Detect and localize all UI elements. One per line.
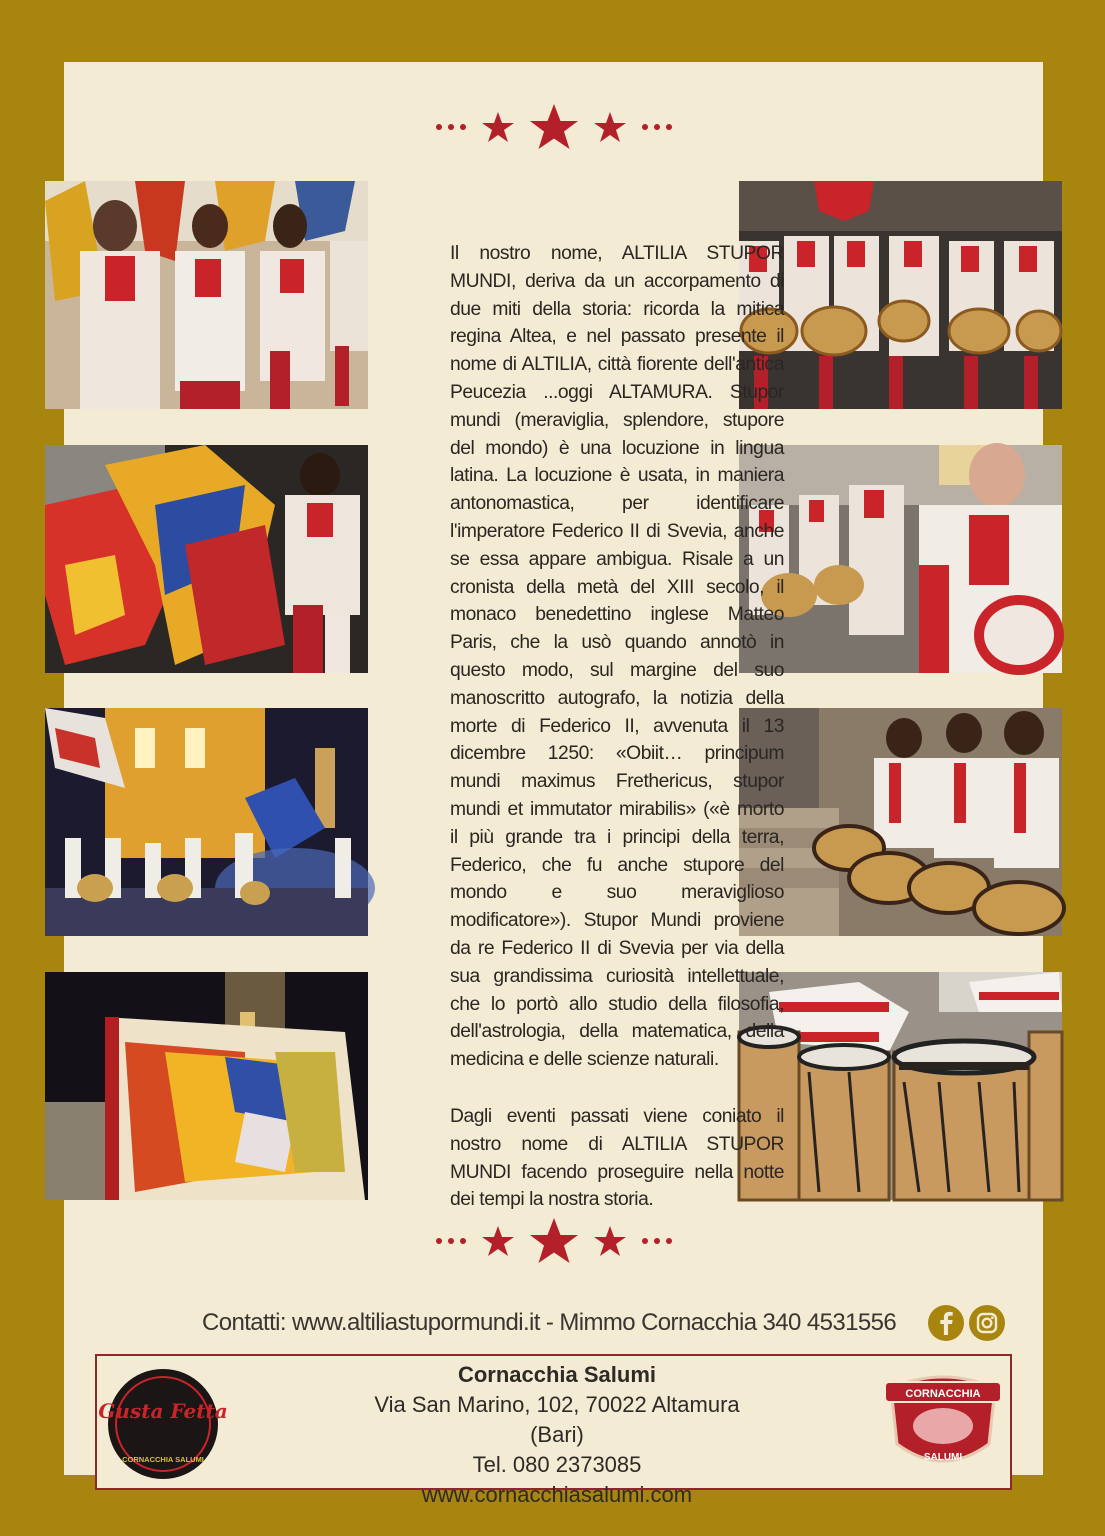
photo-flag-waver: [45, 445, 368, 673]
facebook-icon[interactable]: [928, 1305, 964, 1341]
history-paragraph-2: Dagli eventi passati viene coniato il nostro nome di ALTILIA STUPOR MUNDI facendo proseguire nella notte dei tempi la nostra storia.: [450, 1105, 784, 1211]
cornacchia-salumi-logo: [881, 1366, 1005, 1478]
photo-banner-cathedral: [45, 972, 368, 1200]
history-paragraph-1: Il nostro nome, ALTILIA STUPOR MUNDI, deriva da un accorpamento di due miti della storia: ricorda la mitica regina Altea, e nel passato presente il nome di ALTILIA, città fiorente dell'antica Peucezia ...oggi ALTAMURA. Stupor mundi (meraviglia, splendore, stupore del mondo) è una locuzione in lingua latina. La locuzione è usata, in maniera antonomastica, per identificare l'imperatore Federico II di Svevia, anche se essa appare ambigua. Risale a un cronista della metà del XIII secolo, il monaco benedettino inglese Matteo Paris, che la usò quando annotò in questo modo, sul margine del suo manoscritto autografo, la notizia della morte di Federico II, avvenuta il 13 dicembre 1250: «Obiit… principum mundi maximus Frethericus, stupor mundi et immutator mirabilis» («è morto il più grande tra i principi della terra, Federico, che fu anche stupore del mondo e suo meraviglioso modificatore»). Stupor Mundi proviene da re Federico II di Svevia per via della sua grandissima curiosità intellettuale, che lo portò allo studio della filosofia, dell'astrologia, della matematica, della medicina e delle scienze naturali.: [450, 243, 784, 1071]
logo-left-ring: CORNACCHIA SALUMI: [122, 1455, 204, 1464]
sponsor-address: Via San Marino, 102, 70022 Altamura (Bari): [374, 1392, 740, 1447]
star-divider-bottom: [64, 1214, 1043, 1274]
photo-seated-drummers: [739, 708, 1062, 936]
page-panel: [64, 62, 1043, 1475]
instagram-icon[interactable]: [969, 1305, 1005, 1341]
sponsor-box: [95, 1354, 1012, 1507]
stars-ornament-icon: [434, 100, 674, 160]
star-divider-top: [64, 100, 1043, 160]
logo-left-text: Gusta Fetta: [98, 1399, 228, 1423]
photo-drums-uniforms: [739, 972, 1062, 1200]
gusta-fetta-logo: [98, 1368, 228, 1480]
photo-flag-bearers-parade: [45, 181, 368, 409]
sponsor-info: [357, 1356, 757, 1510]
sponsor-website[interactable]: www.cornacchiasalumi.com: [421, 1482, 693, 1507]
sponsor-phone: Tel. 080 2373085: [472, 1452, 642, 1477]
stars-ornament-icon: [434, 1214, 674, 1274]
photo-night-show: [45, 708, 368, 936]
contacts-line: Contatti: www.altiliastupormundi.it - Mimmo Cornacchia 340 4531556: [202, 1309, 897, 1336]
logo-right-bottom: SALUMI: [923, 1452, 963, 1463]
logo-right-top: CORNACCHIA: [905, 1388, 981, 1400]
photo-drummers-procession: [739, 181, 1062, 409]
history-text: [450, 240, 784, 1243]
photo-bald-drummer: [739, 445, 1062, 673]
sponsor-name: Cornacchia Salumi: [457, 1362, 657, 1387]
